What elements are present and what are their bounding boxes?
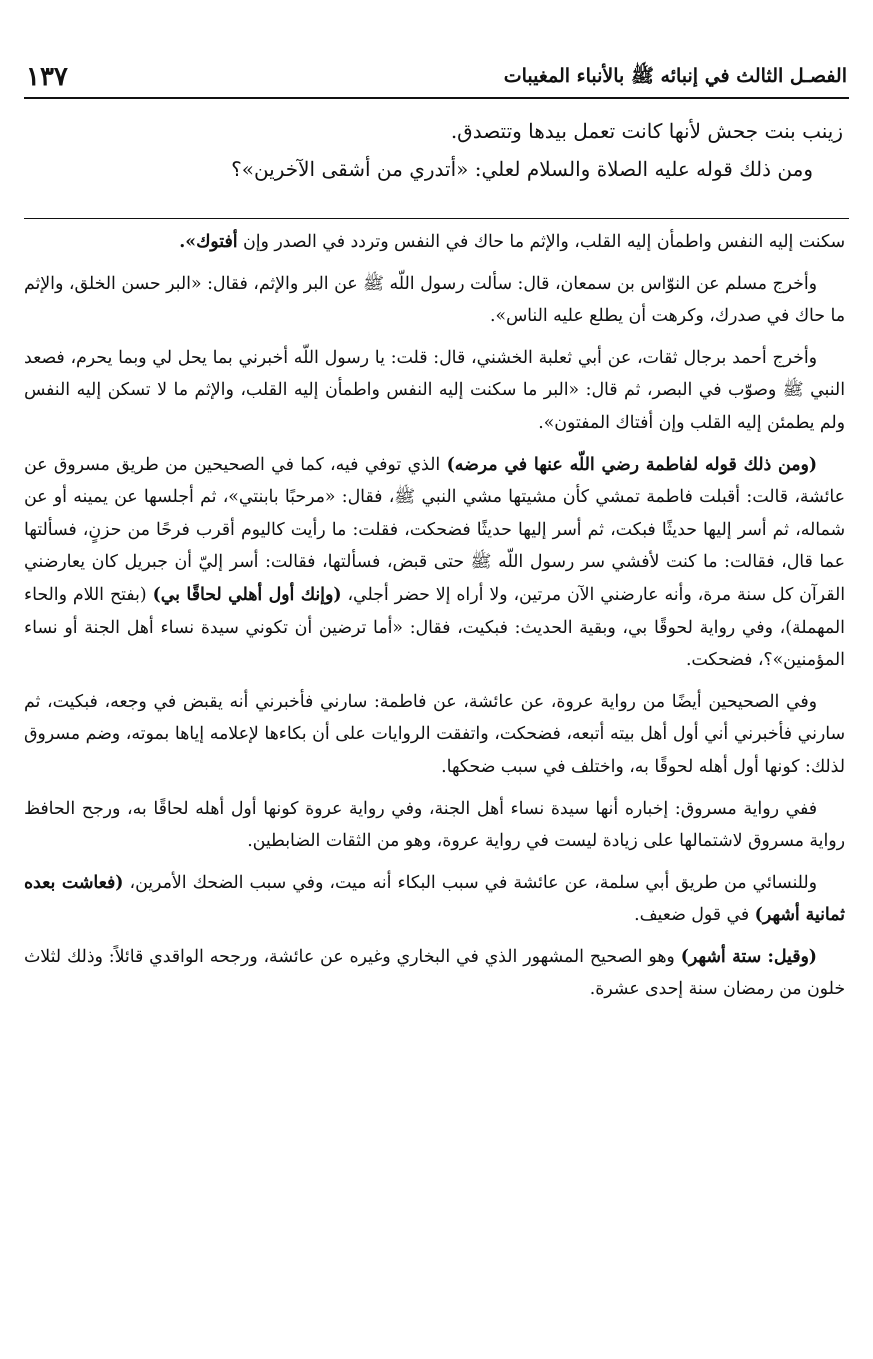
- commentary-text: [24, 226, 845, 1015]
- paragraph-2: وأخرج مسلم عن النوّاس بن سمعان، قال: سألت رسول اللّه ﷺ عن البر والإثم، فقال: «البر حسن الخلق، والإثم ما حاك في صدرك، وكرهت أن يطلع عليه الناس».: [24, 273, 845, 327]
- commentary-rule: [24, 218, 849, 219]
- paragraph-6: ففي رواية مسروق: إخباره أنها سيدة نساء أهل الجنة، وفي رواية عروة كونها أول أهله لحاقًا به، ورجح الحافظ رواية مسروق لاشتمالها على زيادة ليست في رواية عروة، وهو من الثقات الضابطين.: [24, 798, 845, 852]
- matn-quote: (ومن ذلك قوله لفاطمة رضي اللّه عنها في مرضه): [446, 454, 817, 475]
- header-rule: [24, 97, 849, 99]
- matn-quote: (فعاشت بعده ثمانية أشهر): [24, 872, 845, 926]
- paragraph-3: وأخرج أحمد برجال ثقات، عن أبي ثعلبة الخشني، قال: قلت: يا رسول اللّه أخبرني بما يحل لي وبما يحرم، فصعد النبي ﷺ وصوّب في البصر، ثم قال: «البر ما سكنت إليه النفس واطمأن إليه القلب، والإثم ما لا تسكن إليه النفس ولم يطمئن إليه القلب وإن أفتاك المفتون».: [24, 347, 845, 433]
- running-title: الفصـل الثالث في إنبائه ﷺ بالأنباء المغيبات: [503, 65, 847, 87]
- matn-quote: (وإنك أول أهلي لحاقًا بي): [152, 584, 342, 605]
- paragraph-7: وللنسائي من طريق أبي سلمة، عن عائشة في سبب البكاء أنه ميت، وفي سبب الضحك الأمرين، (فعاشت بعده ثمانية أشهر) في قول ضعيف.: [24, 872, 845, 926]
- main-line-1: زينب بنت جحش لأنها كانت تعمل بيدها وتتصدق.: [450, 119, 843, 143]
- paragraph-8: (وقيل: ستة أشهر) وهو الصحيح المشهور الذي في البخاري وغيره عن عائشة، ورجحه الواقدي قائلاً: وذلك لثلاث خلون من رمضان سنة إحدى عشرة.: [24, 946, 845, 1000]
- matn-quote: (وقيل: ستة أشهر): [680, 946, 817, 967]
- page-number: ١٣٧: [26, 62, 68, 92]
- paragraph-1: سكنت إليه النفس واطمأن إليه القلب، والإثم ما حاك في النفس وتردد في الصدر وإن أفتوك».: [179, 232, 845, 252]
- page-header: [26, 52, 847, 92]
- paragraph-5: وفي الصحيحين أيضًا من رواية عروة، عن عائشة، عن فاطمة: سارني فأخبرني أنه يقبض في وجعه، فبكيت، ثم سارني فأخبرني أني أول أهل بيته أتبعه، فضحكت، واتفقت الروايات على أن بكاءها لإعلامه إياها بموته، وضم مسروق لذلك: كونها أول أهله لحوقًا به، واختلف في سبب ضحكها.: [24, 691, 845, 777]
- paragraph-4: (ومن ذلك قوله لفاطمة رضي اللّه عنها في مرضه) الذي توفي فيه، كما في الصحيحين من طريق مسروق عن عائشة، قالت: أقبلت فاطمة تمشي كأن مشيتها مشي النبي ﷺ، فقال: «مرحبًا بابنتي»، ثم أجلسها عن يمينه أو عن شماله، ثم أسر إليها حديثًا فبكت، ثم أسر إليها حديثًا فضحكت، فقلت: ما رأيت كاليوم أقرب فرحًا من حزنٍ، فسألتها عما قال، فقالت: ما كنت لأفشي سر رسول اللّه ﷺ حتى قبض، فسألتها، فقالت: أسر إليّ أن جبريل كان يعارضني القرآن كل سنة مرة، وأنه عارضني الآن مرتين، ولا أراه إلا حضر أجلي، (وإنك أول أهلي لحاقًا بي) (بفتح اللام والحاء المهملة)، وفي رواية لحوقًا بي، وبقية الحديث: فبكيت، فقال: «أما ترضين أن تكوني سيدة نساء أهل الجنة أو نساء المؤمنين»؟، فضحكت.: [24, 454, 846, 671]
- main-text: [40, 112, 843, 188]
- main-line-2: ومن ذلك قوله عليه الصلاة والسلام لعلي: «أتدري من أشقى الآخرين»؟: [231, 157, 813, 181]
